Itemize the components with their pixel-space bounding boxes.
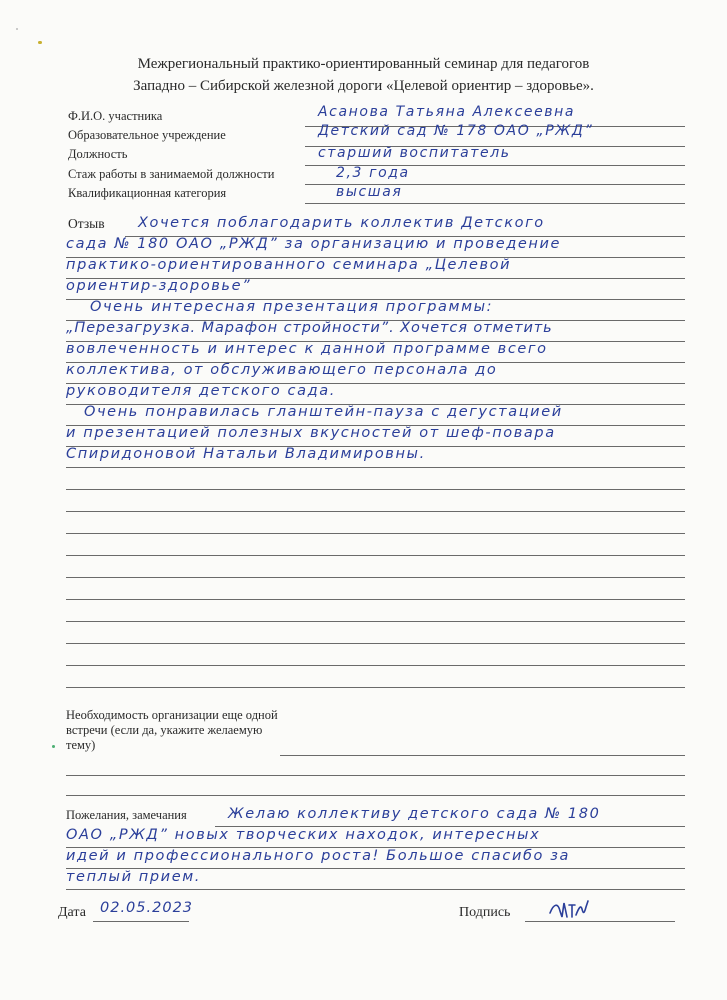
field-label-institution: Образовательное учреждение bbox=[68, 128, 226, 142]
review-text-line[interactable]: коллектива, от обслуживающего персонала до bbox=[66, 362, 498, 378]
field-value-institution[interactable]: Детский сад № 178 ОАО „РЖД” bbox=[318, 123, 594, 139]
review-rule bbox=[66, 621, 685, 622]
review-rule bbox=[66, 555, 685, 556]
wishes-label: Пожелания, замечания bbox=[66, 808, 187, 822]
review-label: Отзыв bbox=[68, 216, 105, 231]
review-rule bbox=[66, 467, 685, 468]
next-meeting-rule bbox=[66, 795, 685, 796]
field-value-position[interactable]: старший воспитатель bbox=[318, 145, 511, 161]
review-rule bbox=[66, 511, 685, 512]
field-label-position: Должность bbox=[68, 147, 128, 161]
review-rule bbox=[66, 577, 685, 578]
date-label: Дата bbox=[58, 905, 86, 920]
wishes-text-line[interactable]: идей и профессионального роста! Большое спасибо за bbox=[66, 848, 571, 864]
scan-speck bbox=[52, 745, 55, 748]
signature-image[interactable] bbox=[548, 897, 592, 923]
review-text-line[interactable]: сада № 180 ОАО „РЖД” за организацию и проведение bbox=[66, 236, 562, 252]
field-value-experience[interactable]: 2,3 года bbox=[336, 165, 410, 181]
review-text-line[interactable]: практико-ориентированного семинара „Целевой bbox=[66, 257, 512, 273]
field-label-experience: Стаж работы в занимаемой должности bbox=[68, 167, 275, 181]
next-meeting-label: Необходимость организации еще одной встречи (если да, укажите желаемую тему) bbox=[66, 708, 278, 752]
field-value-qualification[interactable]: высшая bbox=[336, 184, 403, 200]
scan-speck bbox=[38, 41, 42, 44]
wishes-rule bbox=[66, 889, 685, 890]
review-rule bbox=[66, 665, 685, 666]
field-label-qualification: Квалификационная категория bbox=[68, 186, 227, 200]
review-rule bbox=[66, 533, 685, 534]
next-meeting-rule bbox=[280, 755, 685, 756]
review-text-line[interactable]: Очень понравилась гланштейн-паузa с дегустацией bbox=[84, 404, 563, 420]
review-rule bbox=[66, 687, 685, 688]
date-line bbox=[93, 921, 189, 922]
review-rule bbox=[66, 643, 685, 644]
review-text-line[interactable]: и презентацией полезных вкусностей от шеф-повара bbox=[66, 425, 556, 441]
wishes-text-line[interactable]: ОАО „РЖД” новых творческих находок, интересных bbox=[66, 827, 541, 843]
form-title-line-1: Межрегиональный практико-ориентированный семинар для педагогов bbox=[137, 56, 590, 72]
wishes-text-line[interactable]: теплый прием. bbox=[66, 869, 201, 885]
review-text-line[interactable]: „Перезагрузка. Марафон стройности”. Хочется отметить bbox=[66, 320, 553, 336]
review-text-line[interactable]: вовлеченность и интерес к данной программе всего bbox=[66, 341, 548, 357]
review-rule bbox=[66, 489, 685, 490]
signature-label: Подпись bbox=[459, 905, 511, 920]
field-label-name: Ф.И.О. участника bbox=[68, 109, 163, 123]
wishes-text-line[interactable]: Желаю коллективу детского сада № 180 bbox=[228, 806, 601, 822]
field-value-name[interactable]: Асанова Татьяна Алексеевна bbox=[318, 104, 576, 120]
review-text-line[interactable]: ориентир-здоровье” bbox=[66, 278, 252, 294]
review-text-line[interactable]: Спиридоновой Натальи Владимировны. bbox=[66, 446, 426, 462]
scan-speck bbox=[16, 28, 18, 30]
review-text-line[interactable]: Очень интересная презентация программы: bbox=[90, 299, 494, 315]
field-line-qualification bbox=[305, 203, 685, 204]
review-text-line[interactable]: Хочется поблагодарить коллектив Детского bbox=[138, 215, 545, 231]
form-title-line-2: Западно – Сибирской железной дороги «Целевой ориентир – здоровье». bbox=[133, 78, 594, 94]
review-rule bbox=[66, 599, 685, 600]
next-meeting-rule bbox=[66, 775, 685, 776]
date-value[interactable]: 02.05.2023 bbox=[100, 900, 194, 916]
review-text-line[interactable]: руководителя детского сада. bbox=[66, 383, 336, 399]
